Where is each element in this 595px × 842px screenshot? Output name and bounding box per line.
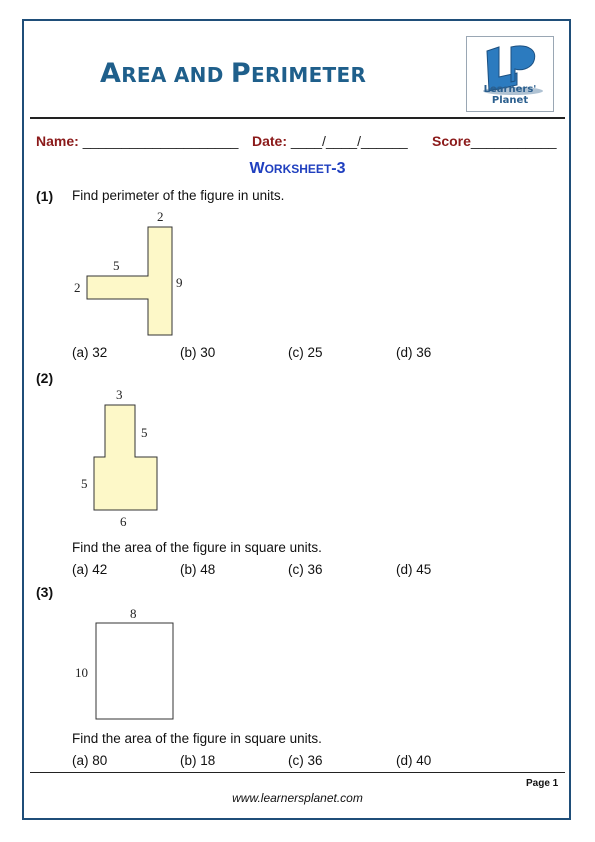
q1-dim-top: 2 <box>157 209 164 224</box>
q3-option-c[interactable]: (c) 36 <box>288 753 323 768</box>
q1-dim-arm: 5 <box>113 258 120 273</box>
worksheet-title: AREA AND PERIMETER <box>100 58 367 89</box>
question-3-text: Find the area of the figure in square units. <box>72 731 322 746</box>
q3-option-d[interactable]: (d) 40 <box>396 753 432 768</box>
q1-option-d[interactable]: (d) 36 <box>396 345 432 360</box>
worksheet-number: WORKSHEET-3 <box>249 160 346 177</box>
question-3-number: (3) <box>36 584 54 600</box>
question-1-number: (1) <box>36 188 54 204</box>
q1-t-shape <box>87 227 172 335</box>
name-field: Name: ____________________ <box>36 133 239 149</box>
q2-dim-left: 5 <box>81 476 88 491</box>
score-field: Score___________ <box>432 133 557 149</box>
q2-shape <box>94 405 157 510</box>
q1-option-a[interactable]: (a) 32 <box>72 345 108 360</box>
q2-option-c[interactable]: (c) 36 <box>288 562 323 577</box>
question-2-number: (2) <box>36 370 54 386</box>
q3-dim-top: 8 <box>130 606 137 621</box>
question-1-text: Find perimeter of the figure in units. <box>72 188 285 203</box>
q2-dim-bottom: 6 <box>120 514 127 529</box>
q1-option-b[interactable]: (b) 30 <box>180 345 216 360</box>
q2-option-a[interactable]: (a) 42 <box>72 562 108 577</box>
page-number: Page 1 <box>526 778 559 789</box>
logo-text: Learners' Planet <box>483 84 537 106</box>
q1-dim-left: 2 <box>74 280 81 295</box>
q2-option-d[interactable]: (d) 45 <box>396 562 432 577</box>
date-field: Date: ____/____/______ <box>252 133 408 149</box>
q3-option-a[interactable]: (a) 80 <box>72 753 108 768</box>
q2-dim-right-upper: 5 <box>141 425 148 440</box>
q1-option-c[interactable]: (c) 25 <box>288 345 323 360</box>
q2-dim-top: 3 <box>116 387 123 402</box>
website-url[interactable]: www.learnersplanet.com <box>232 791 363 805</box>
footer-divider <box>30 772 565 773</box>
question-2-text: Find the area of the figure in square units. <box>72 540 322 555</box>
q2-option-b[interactable]: (b) 48 <box>180 562 216 577</box>
q1-dim-right: 9 <box>176 275 183 290</box>
q3-rectangle <box>96 623 173 719</box>
q3-dim-left: 10 <box>75 665 88 680</box>
q3-option-b[interactable]: (b) 18 <box>180 753 216 768</box>
